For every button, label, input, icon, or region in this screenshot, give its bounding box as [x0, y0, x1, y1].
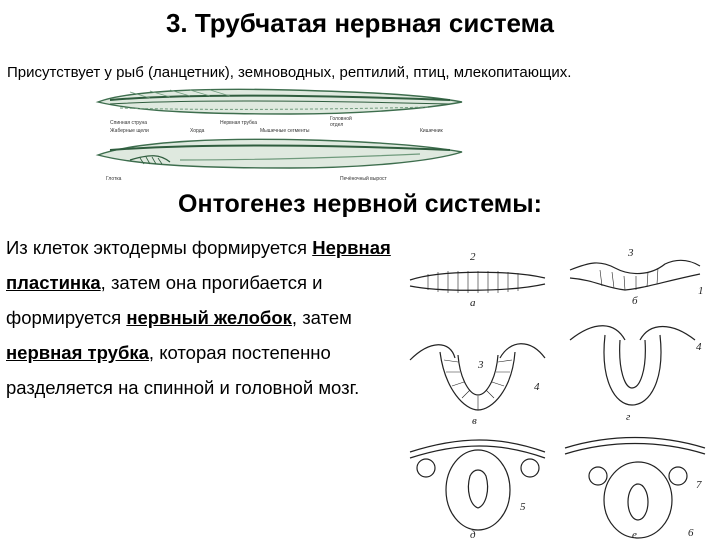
- paragraph-part3: , затем: [291, 307, 352, 328]
- label-bottom-right2: Печёночный вырост: [340, 176, 387, 182]
- stage-label-a: а: [470, 297, 476, 309]
- stage-label-e: е: [632, 529, 637, 540]
- label-bottom-right: Кишечник: [420, 128, 443, 134]
- number-2: 2: [470, 251, 476, 263]
- stage-d: [410, 440, 545, 530]
- stage-g: [570, 326, 695, 405]
- number-3-top: 3: [628, 247, 634, 259]
- stage-b: [570, 260, 700, 290]
- label-bottom-mid2: Мышечные сегменты: [260, 128, 310, 134]
- number-7: 7: [696, 479, 702, 491]
- neurulation-stages-illustration: [400, 240, 710, 540]
- label-bottom-left: Жаберные щели: [110, 128, 149, 134]
- number-4-right: 4: [696, 341, 702, 353]
- paragraph-part1: Из клеток эктодермы формируется: [6, 237, 313, 258]
- ontogenesis-paragraph: [6, 230, 401, 405]
- number-3-mid: 3: [478, 359, 484, 371]
- stage-label-d: д: [470, 529, 476, 540]
- number-6: 6: [688, 527, 694, 539]
- label-bottom-far-left: Глотка: [106, 176, 122, 182]
- lancelet-upper: [98, 89, 462, 114]
- label-top-mid: Нервная трубка: [220, 120, 257, 126]
- number-1: 1: [698, 285, 704, 297]
- term-neural-plate: Нервная пластинка: [6, 237, 391, 293]
- stage-label-b: б: [632, 295, 638, 307]
- section-subtitle-text: Онтогенез нервной системы:: [178, 190, 542, 218]
- label-bottom-mid: Хорда: [190, 128, 205, 134]
- lancelet-lower: [98, 139, 462, 168]
- stage-e: [565, 438, 705, 539]
- label-top-right2: отдел: [330, 122, 344, 128]
- label-top-right1: Головной: [330, 116, 352, 122]
- number-4-left: 4: [534, 381, 540, 393]
- stage-label-g: г: [626, 411, 631, 423]
- term-neural-tube: нервная трубка: [6, 342, 149, 363]
- lancelet-illustration: [90, 80, 470, 188]
- stage-v: [410, 344, 545, 410]
- slide-title: 3. Трубчатая нервная система: [165, 8, 555, 38]
- lead-text: Присутствует у рыб (ланцетник), земноводных, рептилий, птиц, млекопитающих.: [7, 64, 572, 81]
- stage-label-v: в: [472, 415, 477, 427]
- section-subtitle: [0, 190, 720, 219]
- term-neural-groove: нервный желобок: [126, 307, 292, 328]
- stage-a: [410, 271, 545, 293]
- paragraph-part4: , которая постепенно разделяется на спинной и головной мозг.: [6, 342, 360, 398]
- label-top-left: Спинная струна: [110, 120, 148, 126]
- number-5: 5: [520, 501, 526, 513]
- paragraph-part2: , затем она прогибается и формируется: [6, 272, 323, 328]
